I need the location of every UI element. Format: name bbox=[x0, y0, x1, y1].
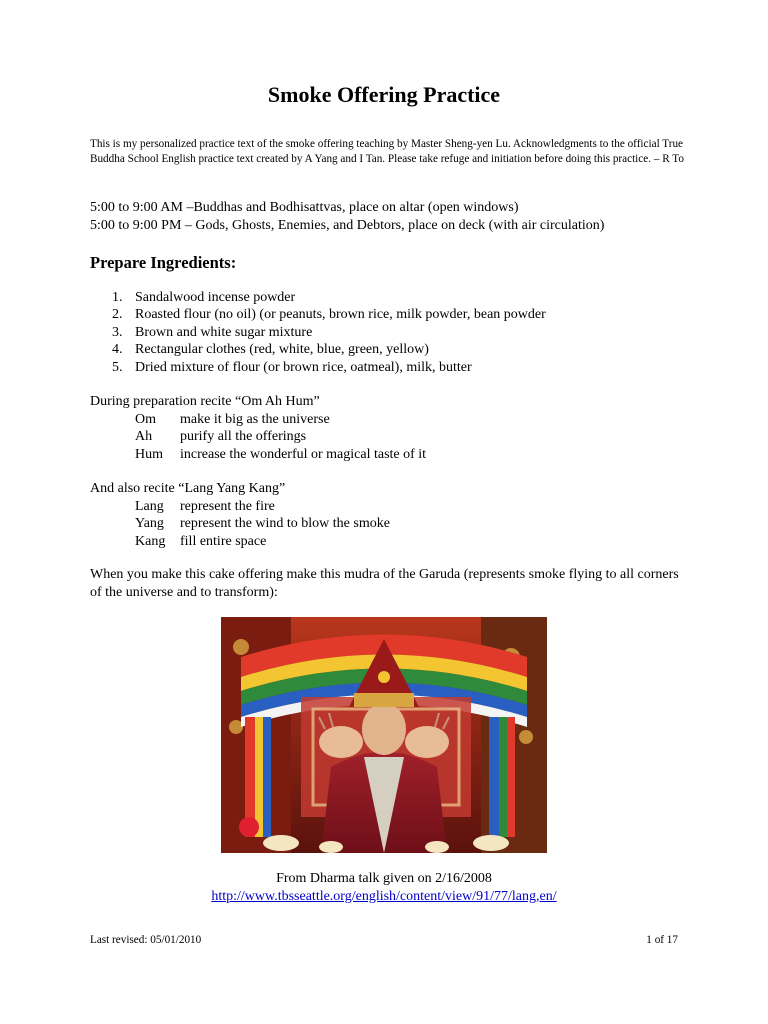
page-number: 1 of 17 bbox=[646, 934, 678, 946]
schedule-times bbox=[90, 199, 604, 235]
mantra-row bbox=[90, 446, 426, 464]
evening-time: 5:00 to 9:00 PM – Gods, Ghosts, Enemies, and Debtors, place on deck (with air circulation) bbox=[90, 218, 605, 233]
garuda-mudra-photo bbox=[221, 617, 547, 853]
list-item bbox=[90, 306, 546, 323]
ingredients-list bbox=[90, 289, 546, 376]
morning-time: 5:00 to 9:00 AM –Buddhas and Bodhisattvas, place on altar (open windows) bbox=[90, 200, 519, 215]
list-item bbox=[90, 341, 546, 358]
mantra-syllable: Yang bbox=[135, 516, 164, 531]
caption-text: From Dharma talk given on 2/16/2008 bbox=[276, 871, 492, 886]
list-text: Rectangular clothes (red, white, blue, green, yellow) bbox=[135, 342, 429, 358]
list-number: 3. bbox=[112, 324, 123, 340]
list-number: 1. bbox=[112, 290, 123, 305]
mantra-meaning: represent the wind to blow the smoke bbox=[180, 516, 390, 531]
last-revised: Last revised: 05/01/2010 bbox=[90, 934, 202, 946]
list-number: 4. bbox=[112, 342, 123, 358]
recite-om-ah-hum bbox=[90, 393, 426, 463]
mantra-meaning: increase the wonderful or magical taste of it bbox=[180, 446, 427, 462]
list-text: Sandalwood incense powder bbox=[135, 290, 296, 305]
recite-lead: And also recite “Lang Yang Kang” bbox=[90, 481, 286, 496]
mantra-meaning: make it big as the universe bbox=[180, 411, 330, 427]
mantra-row bbox=[90, 498, 390, 516]
recite-lang-yang-kang bbox=[90, 480, 390, 550]
mantra-row bbox=[90, 533, 390, 551]
source-link[interactable]: http://www.tbsseattle.org/english/content/view/91/77/lang,en/ bbox=[211, 888, 557, 904]
mantra-meaning: fill entire space bbox=[180, 533, 267, 549]
mantra-syllable: Hum bbox=[135, 446, 163, 462]
list-number: 2. bbox=[112, 307, 123, 323]
mantra-syllable: Lang bbox=[135, 498, 164, 514]
list-item bbox=[90, 324, 546, 341]
list-item bbox=[90, 289, 546, 306]
ingredients-heading: Prepare Ingredients: bbox=[90, 253, 237, 272]
photo-caption bbox=[0, 870, 768, 905]
page-title: Smoke Offering Practice bbox=[267, 82, 501, 107]
mantra-meaning: represent the fire bbox=[180, 498, 275, 514]
mantra-syllable: Om bbox=[135, 411, 156, 427]
mantra-syllable: Ah bbox=[135, 429, 153, 444]
mantra-row bbox=[90, 411, 426, 429]
list-item bbox=[90, 359, 546, 376]
intro-paragraph: This is my personalized practice text of the smoke offering teaching by Master Sheng-yen Lu. Acknowledgments to the official True Buddha School English practice text created by A Yang and I Tan. Please take refuge and initiation before doing this practice. – R To bbox=[90, 138, 684, 165]
page-footer bbox=[90, 934, 678, 946]
list-text: Roasted flour (no oil) (or peanuts, brown rice, milk powder, bean powder bbox=[135, 307, 546, 323]
mantra-meaning: purify all the offerings bbox=[180, 429, 307, 444]
mudra-paragraph: When you make this cake offering make this mudra of the Garuda (represents smoke flying to all corners of the universe and to transform): bbox=[90, 567, 679, 600]
list-text: Brown and white sugar mixture bbox=[135, 324, 313, 340]
mantra-row bbox=[90, 428, 426, 446]
list-text: Dried mixture of flour (or brown rice, oatmeal), milk, butter bbox=[135, 359, 472, 375]
mantra-row bbox=[90, 515, 390, 533]
list-number: 5. bbox=[112, 359, 123, 375]
mantra-syllable: Kang bbox=[135, 533, 166, 549]
recite-lead: During preparation recite “Om Ah Hum” bbox=[90, 394, 320, 409]
